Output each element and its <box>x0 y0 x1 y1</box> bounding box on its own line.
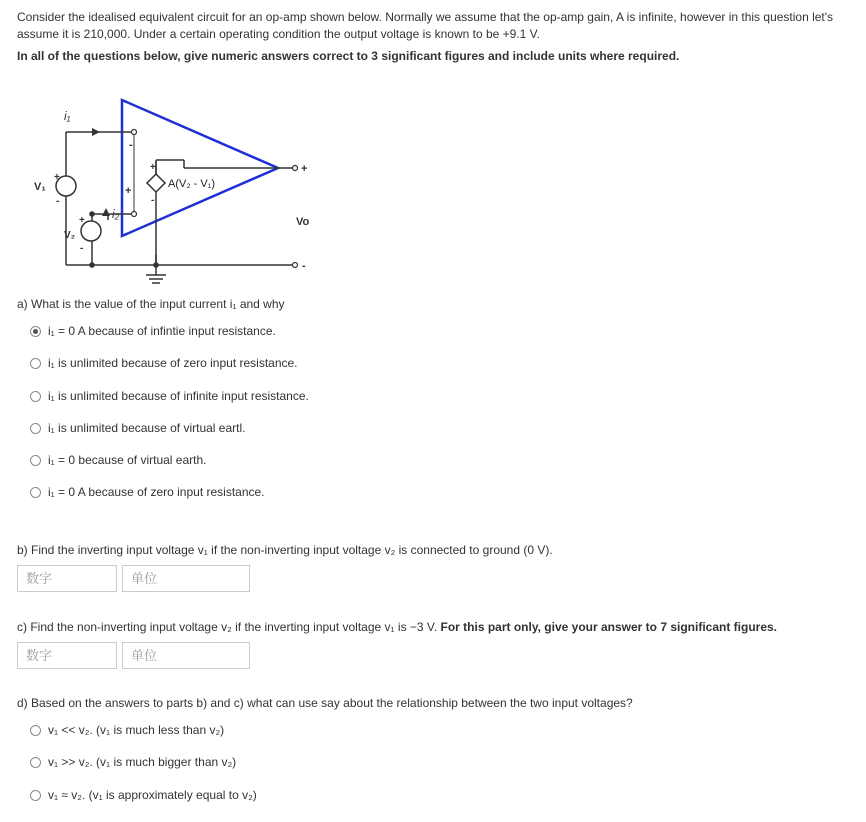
radio-button[interactable] <box>30 326 41 337</box>
qc-unit-input[interactable] <box>122 642 250 669</box>
qa-option-4[interactable] <box>30 419 245 437</box>
qa-option-1[interactable] <box>30 322 276 340</box>
question-intro <box>17 9 847 65</box>
option-label: i₁ is unlimited because of zero input resistance. <box>48 356 298 370</box>
qa-option-5[interactable] <box>30 451 206 469</box>
svg-text:-: - <box>56 196 60 207</box>
svg-text:-: - <box>80 243 84 254</box>
radio-button[interactable] <box>30 455 41 466</box>
radio-button[interactable] <box>30 423 41 434</box>
qc-number-input[interactable] <box>17 642 117 669</box>
opamp-circuit-diagram <box>28 90 328 290</box>
option-label: v₁ << v₂. (v₁ is much less than v₂) <box>48 723 225 737</box>
v2-label: V₂ <box>64 230 76 241</box>
radio-button[interactable] <box>30 790 41 801</box>
dependent-source <box>147 174 165 192</box>
v1-label: V₁ <box>34 181 46 193</box>
svg-text:+: + <box>54 172 60 183</box>
intro-instruction: In all of the questions below, give numeric answers correct to 3 significant figures and include units where required. <box>17 49 680 63</box>
terminal-plus-label: + <box>125 185 132 197</box>
radio-button[interactable] <box>30 391 41 402</box>
terminal-minus-label: - <box>129 139 133 151</box>
radio-button[interactable] <box>30 358 41 369</box>
qd-option-2[interactable] <box>30 753 236 771</box>
option-label: i₁ = 0 A because of infintie input resistance. <box>48 324 276 338</box>
question-c <box>17 619 777 635</box>
question-a-text: a) What is the value of the input current i₁ and why <box>17 297 285 311</box>
radio-button[interactable] <box>30 757 41 768</box>
svg-text:-: - <box>302 260 306 272</box>
i1-label: i₁ <box>64 109 71 123</box>
question-b-text: b) Find the inverting input voltage v₁ if the non-inverting input voltage v₂ is connected to ground (0 V). <box>17 543 553 557</box>
svg-text:+: + <box>79 215 85 226</box>
svg-text:+: + <box>301 163 308 175</box>
qa-option-3[interactable] <box>30 387 309 405</box>
radio-button[interactable] <box>30 487 41 498</box>
option-label: v₁ ≈ v₂. (v₁ is approximately equal to v₂) <box>48 788 257 802</box>
qa-option-6[interactable] <box>30 483 265 501</box>
intro-text: Consider the idealised equivalent circuit for an op-amp shown below. Normally we assume that the op-amp gain, A is infinite, however in this question let's assume it is 210,000. Under a certain operating condition the output voltage is known to be +9.1 V. <box>17 10 834 41</box>
option-label: v₁ >> v₂. (v₁ is much bigger than v₂) <box>48 755 237 769</box>
option-label: i₁ = 0 because of virtual earth. <box>48 453 207 467</box>
qb-unit-input[interactable] <box>122 565 250 592</box>
vo-label: Vo <box>296 216 310 228</box>
source-expression: A(V₂ - V₁) <box>168 178 216 190</box>
svg-text:+: + <box>150 162 156 173</box>
i2-label: i₂ <box>112 207 120 221</box>
radio-button[interactable] <box>30 725 41 736</box>
question-c-emphasis: For this part only, give your answer to 7 significant figures. <box>440 620 778 634</box>
qa-option-2[interactable] <box>30 354 298 372</box>
option-label: i₁ is unlimited because of virtual eartl. <box>48 421 246 435</box>
option-label: i₁ is unlimited because of infinite input resistance. <box>48 389 309 403</box>
qb-number-input[interactable] <box>17 565 117 592</box>
qd-option-3[interactable] <box>30 786 257 804</box>
question-d-text: d) Based on the answers to parts b) and c) what can use say about the relationship between the two input voltages? <box>17 696 633 710</box>
qd-option-1[interactable] <box>30 721 224 739</box>
option-label: i₁ = 0 A because of zero input resistance. <box>48 485 265 499</box>
question-c-text: c) Find the non-inverting input voltage v₂ if the inverting input voltage v₁ is −3 V. <box>17 620 438 634</box>
svg-text:-: - <box>151 195 155 206</box>
